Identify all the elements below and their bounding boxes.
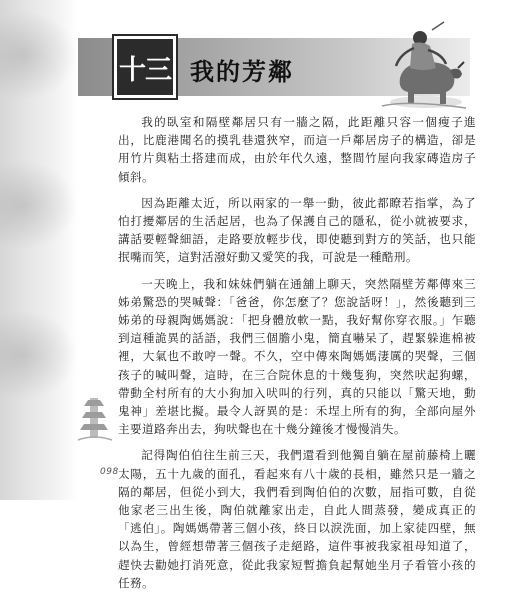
chapter-body (118, 113, 476, 600)
left-margin-decoration (0, 0, 78, 500)
chapter-number: 十三 (119, 54, 171, 86)
paragraph: 一天晚上，我和妹妹們躺在通舖上聊天，突然隔壁芳鄰傳來三姊弟驚恐的哭喊聲：「爸爸，你怎麼了？您說話呀！」，然後聽到三姊弟的母親陶媽媽說：「把身體放軟一點，我好幫你穿衣服。」乍聽到這種詭異的話語，我們三個膽小鬼，簡直嚇呆了，趕緊躲進棉被裡，大氣也不敢哼一聲。不久，空中傳來陶媽媽淒厲的哭聲，三個孩子的喊叫聲，這時，在三合院休息的十幾隻狗，突然吠起狗螺，帶動全村所有的大小狗加入吠叫的行列，真的只能以「驚天地，動鬼神」差堪比擬。最令人訝異的是：禾埕上所有的狗，全部向屋外主要道路奔出去，狗吠聲也在十幾分鐘後才慢慢消失。 (118, 276, 476, 437)
ink-tower-sketch-icon (74, 392, 114, 442)
paragraph: 因為距離太近，所以兩家的一舉一動，彼此都瞭若指掌，為了怕打擾鄰居的生活起居，也為了保護自己的隱私，從小就被要求，講話要輕聲細語，走路要放輕步伐，即使聽到對方的笑話，也只能抿嘴而笑，這對活潑好動又愛笑的我，可說是一種酷刑。 (118, 195, 476, 265)
chapter-number-badge (114, 36, 176, 98)
paragraph: 我的臥室和隔壁鄰居只有一牆之隔，此距離只容一個瘦子進出，比鹿港聞名的摸乳巷還狹窄，而這一戶鄰居房子的構造，卻是用竹片與粘土搭建而成，由於年代久遠，整間竹屋向我家磚造房子傾斜。 (118, 115, 476, 184)
ink-wash-decoration (0, 160, 78, 250)
ink-wash-decoration (0, 10, 78, 100)
page-number: 098 (100, 467, 119, 477)
ink-painting-scholar-with-ox-icon (338, 18, 468, 116)
chapter-title: 我的芳鄰 (190, 57, 294, 86)
ink-wash-decoration (0, 310, 78, 400)
paragraph: 記得陶伯伯往生前三天，我們還看到他獨自躺在屋前藤椅上曬太陽，五十九歲的面孔，看起來有八十歲的長相，雖然只是一牆之隔的鄰居，但從小到大，我們看到陶伯伯的次數，屈指可數，自從他家老三出生後，陶伯就離家出走，自此人間蒸發，變成真正的「逃伯」。陶媽媽帶著三個小孩，終日以淚洗面，加上家徒四壁，無以為生，曾經想帶著三個孩子走絕路，這件事被我家祖母知道了，趕快去勸她打消死意，從此我家短暫擔負起幫她坐月子看管小孩的任務。 (118, 448, 476, 590)
